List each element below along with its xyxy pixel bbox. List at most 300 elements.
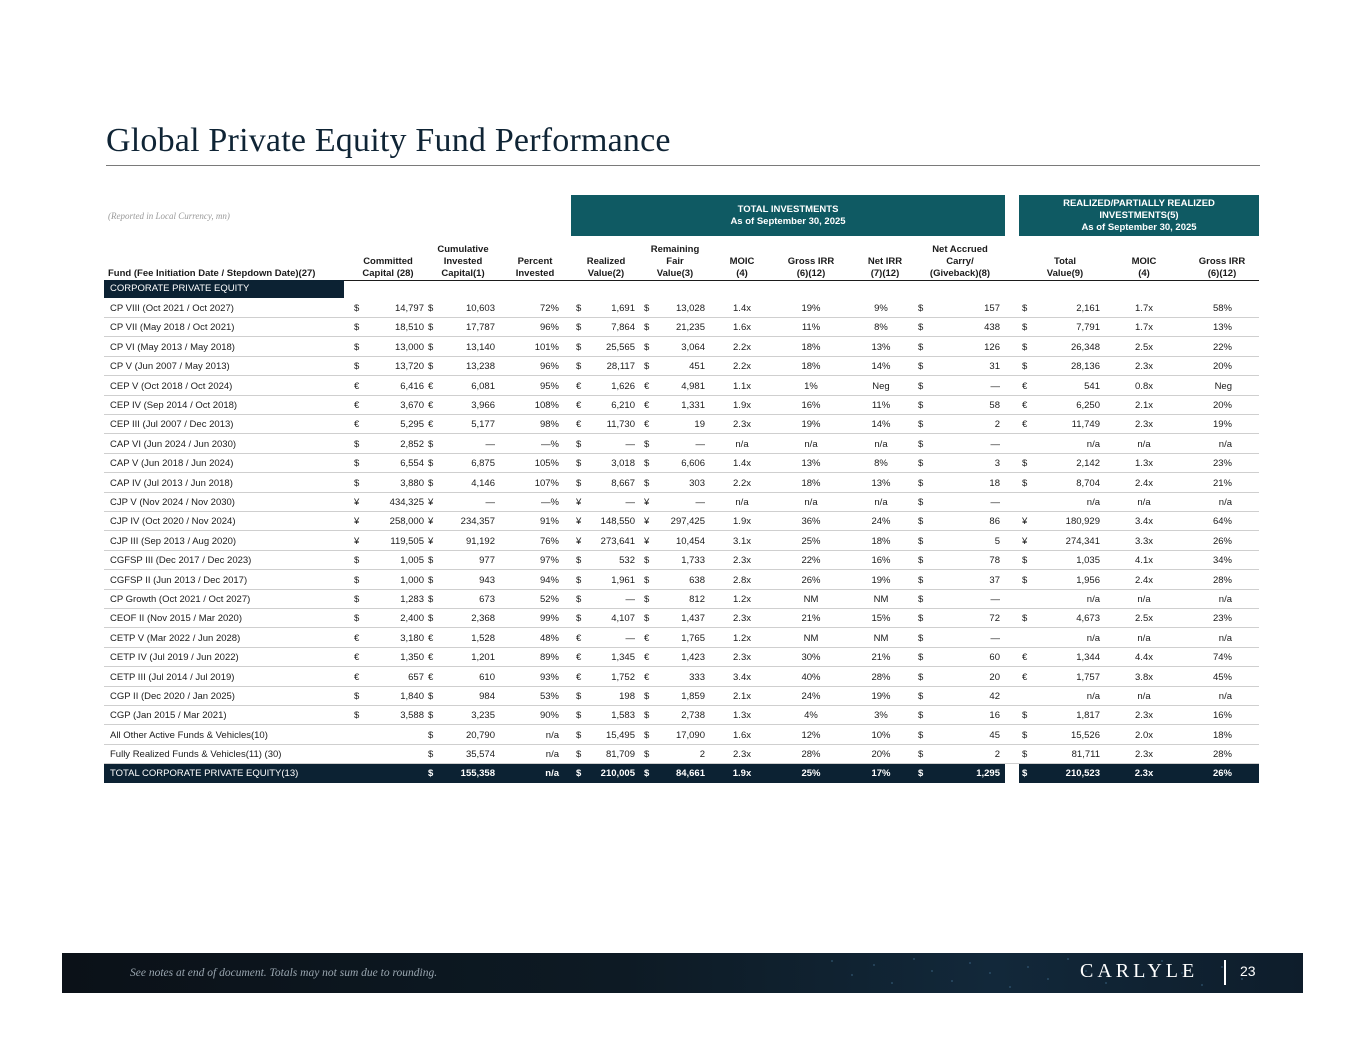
cell-net-accrued-carry: 42 [989,691,1000,702]
cell-realized-gross-irr: 21% [1212,477,1232,489]
cell-percent-invested: 89% [539,652,559,664]
table-row [104,668,1259,687]
cell-gross-irr: 16% [801,400,821,411]
cell-net-accrued-carry: 3 [994,458,1000,470]
cell-committed: 1,000 [400,574,424,586]
cell-net-irr: 11% [871,400,891,411]
cell-net-accrued-carry: — [990,632,1000,644]
cell-total-value: 274,341 [1065,535,1100,547]
cell-remaining-currency: $ [644,768,650,779]
cell-realized-gross-irr: 23% [1212,613,1232,625]
cell-total-value-currency: $ [1022,710,1028,722]
cell-total-value-currency: $ [1022,729,1028,741]
cell-net-accrued-carry: 18 [989,477,1000,489]
cell-realized-moic: 2.3x [1135,710,1153,722]
cell-fund-name: CEP V (Oct 2018 / Oct 2024) [110,380,233,392]
table-row [104,706,1259,725]
table-row [104,338,1259,357]
cell-moic: 2.3x [733,613,751,625]
cell-fund-name: CP Growth (Oct 2021 / Oct 2027) [110,594,251,605]
cell-remaining-fair-value: 4,981 [681,380,705,392]
cell-invested-currency: $ [428,458,434,470]
cell-realized-value: 198 [619,691,635,702]
cell-remaining-currency: $ [644,341,650,353]
title-divider [106,165,1260,166]
cell-carry-currency: $ [918,322,924,334]
cell-net-irr: 8% [874,322,888,334]
cell-total-value: 26,348 [1070,341,1100,353]
cell-remaining-fair-value: 17,090 [675,729,705,741]
cell-fund-name: CGP (Jan 2015 / Mar 2021) [110,710,227,722]
cell-carry-currency: $ [918,303,924,314]
cell-cumulative-invested: 6,875 [471,458,495,470]
cell-invested-currency: € [428,671,434,683]
cell-remaining-fair-value: 21,235 [675,322,705,334]
cell-realized-value: 210,005 [600,768,635,779]
footnote: See notes at end of document. Totals may not sum due to rounding. [130,967,438,979]
cell-realized-currency: $ [576,303,582,314]
cell-invested-currency: $ [428,729,434,741]
table-row [104,745,1259,764]
col-header-percent-invested: Percent Invested [515,256,555,279]
cell-remaining-fair-value: 13,028 [675,303,705,314]
cell-cumulative-invested: — [485,438,495,450]
cell-net-irr: 10% [871,729,891,741]
cell-invested-currency: $ [428,710,434,722]
cell-committed: 1,283 [400,594,424,605]
cell-remaining-fair-value: 1,859 [681,691,705,702]
cell-gross-irr: 11% [801,322,821,334]
cell-realized-value: 4,107 [611,613,635,625]
cell-total-value: 8,704 [1076,477,1100,489]
cell-remaining-currency: $ [644,574,650,586]
cell-net-irr: 14% [871,361,891,373]
cell-fund-name: CAP IV (Jul 2013 / Jun 2018) [110,477,233,489]
cell-net-irr: 9% [874,303,888,314]
cell-realized-moic: 2.4x [1135,477,1153,489]
cell-total-value: 1,035 [1076,555,1100,567]
cell-realized-value: 1,961 [611,574,635,586]
table-row [104,571,1259,590]
cell-carry-currency: $ [918,458,924,470]
cell-committed-currency: ¥ [354,516,360,528]
cell-net-accrued-carry: 60 [989,652,1000,664]
cell-realized-gross-irr: 74% [1212,652,1232,664]
table-row [104,590,1259,609]
col-header-net-irr: Net IRR (7)(12) [867,256,903,279]
cell-carry-currency: $ [918,574,924,586]
cell-realized-currency: $ [576,458,582,470]
cell-carry-currency: $ [918,438,924,450]
cell-invested-currency: $ [428,322,434,334]
cell-gross-irr: 24% [801,691,821,702]
cell-remaining-currency: $ [644,555,650,567]
cell-realized-currency: $ [576,322,582,334]
cell-realized-moic: n/a [1137,594,1151,605]
cell-total-value-currency [1022,629,1032,648]
cell-invested-currency: € [428,419,434,431]
cell-committed: 13,720 [394,361,424,373]
cell-remaining-currency: € [644,400,650,411]
cell-net-accrued-carry: 31 [989,361,1000,373]
footer-bar [62,953,1303,993]
table-row [104,512,1259,531]
cell-invested-currency: $ [428,594,434,605]
cell-fund-name: CEP III (Jul 2007 / Dec 2013) [110,419,234,431]
cell-carry-currency: $ [918,419,924,431]
table-row [104,454,1259,473]
cell-percent-invested: 93% [539,671,559,683]
col-header-realized-gross-irr: Gross IRR (6)(12) [1198,256,1246,279]
cell-realized-currency: $ [576,613,582,625]
cell-net-irr: 18% [871,535,891,547]
cell-realized-currency: $ [576,438,582,450]
cell-invested-currency: ¥ [428,535,434,547]
cell-total-value: 81,711 [1071,749,1100,761]
cell-realized-moic: 1.7x [1135,303,1153,314]
cell-net-accrued-carry: 37 [989,574,1000,586]
cell-moic: 2.3x [733,555,751,567]
cell-realized-gross-irr: 13% [1212,322,1232,334]
cell-realized-value: — [625,497,635,508]
cell-committed-currency: € [354,632,360,644]
cell-fund-name: CETP III (Jul 2014 / Jul 2019) [110,671,235,683]
cell-carry-currency: $ [918,341,924,353]
cell-committed: 3,588 [400,710,424,722]
cell-cumulative-invested: 3,235 [471,710,495,722]
page-title: Global Private Equity Fund Performance [106,122,671,159]
cell-realized-value: 1,691 [611,303,635,314]
cell-invested-currency: $ [428,691,434,702]
total-investments-date: As of September 30, 2025 [730,215,846,227]
cell-committed-currency: $ [354,555,360,567]
cell-percent-invested: 48% [539,632,559,644]
table-row [104,377,1259,396]
table-row [104,687,1259,706]
cell-realized-value: 3,018 [611,458,635,470]
cell-gross-irr: 1% [804,380,818,392]
cell-invested-currency: ¥ [428,497,434,508]
cell-remaining-fair-value: 333 [689,671,705,683]
cell-remaining-fair-value: 1,765 [681,632,705,644]
cell-realized-gross-irr: 23% [1212,458,1232,470]
cell-remaining-currency: $ [644,710,650,722]
cell-total-value-currency: € [1022,400,1028,411]
cell-invested-currency: $ [428,361,434,373]
table-row [104,435,1259,454]
cell-net-irr: n/a [874,438,888,450]
cell-gross-irr: 19% [801,303,821,314]
cell-total-value: 6,250 [1076,400,1100,411]
cell-realized-gross-irr: 20% [1212,361,1232,373]
cell-moic: 2.3x [733,419,751,431]
cell-percent-invested: 101% [534,341,559,353]
cell-gross-irr: 36% [801,516,821,528]
cell-realized-currency: ¥ [576,516,582,528]
cell-committed-currency: $ [354,710,360,722]
cell-realized-value: 1,752 [611,671,635,683]
cell-realized-currency: € [576,671,582,683]
cell-committed-currency: $ [354,438,360,450]
table-row [104,551,1259,570]
col-header-remaining-fair-value: Remaining Fair Value(3) [650,244,700,279]
cell-committed: 13,000 [394,341,424,353]
cell-realized-gross-irr: 45% [1212,671,1232,683]
cell-remaining-currency: $ [644,438,650,450]
cell-realized-value: 81,709 [605,749,635,761]
cell-committed: 3,880 [400,477,424,489]
cell-committed-currency: $ [354,322,360,334]
total-investments-header [571,195,1005,236]
cell-fund-name: CJP III (Sep 2013 / Aug 2020) [110,535,237,547]
cell-fund-name: All Other Active Funds & Vehicles(10) [110,729,268,741]
cell-remaining-fair-value: 2,738 [681,710,705,722]
cell-total-value: 541 [1084,380,1100,392]
cell-percent-invested: 95% [539,380,559,392]
cell-remaining-currency: ¥ [644,535,650,547]
cell-cumulative-invested: 17,787 [465,322,495,334]
cell-remaining-currency: $ [644,691,650,702]
cell-realized-moic: 2.5x [1135,613,1153,625]
cell-committed-currency: $ [354,477,360,489]
cell-carry-currency: $ [918,400,924,411]
cell-net-irr: NM [873,594,889,605]
cell-realized-moic: 2.3x [1135,419,1153,431]
cell-carry-currency: $ [918,710,924,722]
cell-realized-currency: $ [576,710,582,722]
cell-realized-gross-irr: 20% [1212,400,1232,411]
cell-gross-irr: 30% [801,652,821,664]
cell-net-accrued-carry: — [990,380,1000,392]
cell-realized-gross-irr: n/a [1218,691,1232,702]
cell-net-accrued-carry: 78 [989,555,1000,567]
cell-fund-name: CP VII (May 2018 / Oct 2021) [110,322,235,334]
cell-gross-irr: n/a [804,438,818,450]
cell-total-value-currency [1022,590,1032,609]
cell-committed: 14,797 [394,303,424,314]
cell-realized-currency: $ [576,361,582,373]
cell-remaining-currency: $ [644,749,650,761]
cell-percent-invested: 52% [539,594,559,605]
cell-cumulative-invested: 13,140 [465,341,495,353]
cell-committed: 1,350 [400,652,424,664]
cell-net-irr: NM [873,632,889,644]
table-row [104,318,1259,337]
cell-moic: 2.2x [733,341,751,353]
cell-gross-irr: 21% [801,613,821,625]
cell-net-irr: 28% [871,671,891,683]
cell-realized-gross-irr: 22% [1212,341,1232,353]
cell-percent-invested: 108% [534,400,559,411]
cell-moic: 1.6x [733,322,751,334]
cell-realized-moic: 4.1x [1135,555,1153,567]
cell-moic: 1.2x [733,594,751,605]
cell-net-accrued-carry: 126 [984,341,1000,353]
cell-percent-invested: 76% [539,535,559,547]
currency-note: (Reported in Local Currency, mn) [108,211,230,221]
cell-net-accrued-carry: 45 [989,729,1000,741]
table-row [104,726,1259,745]
cell-moic: 1.4x [733,458,751,470]
cell-remaining-currency: $ [644,361,650,373]
cell-committed-currency: € [354,400,360,411]
cell-committed-currency: € [354,652,360,664]
cell-total-value-currency: $ [1022,555,1028,567]
cell-committed: 6,416 [400,380,424,392]
cell-moic: 3.4x [733,671,751,683]
cell-realized-moic: 4.4x [1135,652,1153,664]
cell-carry-currency: $ [918,691,924,702]
cell-committed-currency: $ [354,458,360,470]
cell-realized-currency: € [576,400,582,411]
cell-committed: 434,325 [389,497,424,508]
cell-total-value: 11,749 [1071,419,1100,431]
cell-remaining-currency: € [644,671,650,683]
cell-realized-gross-irr: 16% [1212,710,1232,722]
cell-gross-irr: 18% [801,341,821,353]
cell-realized-gross-irr: n/a [1218,632,1232,644]
cell-cumulative-invested: 6,081 [471,380,495,392]
cell-total-value-currency: € [1022,419,1028,431]
cell-total-value-currency: $ [1022,749,1028,761]
cell-fund-name: CGFSP II (Jun 2013 / Dec 2017) [110,574,248,586]
cell-net-irr: 14% [871,419,891,431]
cell-total-value-currency: $ [1022,341,1028,353]
cell-net-accrued-carry: 5 [994,535,1000,547]
cell-remaining-fair-value: — [695,438,705,450]
cell-net-irr: 19% [871,574,891,586]
cell-moic: n/a [735,497,749,508]
cell-remaining-fair-value: 812 [689,594,705,605]
total-row [104,764,1259,783]
cell-realized-moic: 2.3x [1134,768,1154,779]
cell-gross-irr: 26% [801,574,821,586]
cell-remaining-fair-value: 3,064 [681,341,705,353]
cell-cumulative-invested: 13,238 [465,361,495,373]
cell-committed-currency: $ [354,574,360,586]
cell-moic: 2.2x [733,361,751,373]
col-header-net-accrued-carry: Net Accrued Carry/ (Giveback)(8) [929,244,991,279]
cell-net-irr: 13% [871,477,891,489]
cell-realized-gross-irr: n/a [1218,438,1232,450]
cell-percent-invested: n/a [545,768,559,779]
cell-invested-currency: $ [428,613,434,625]
cell-total-value: 180,929 [1065,516,1100,528]
cell-committed [362,745,424,764]
cell-fund-name: CEOF II (Nov 2015 / Mar 2020) [110,613,242,625]
cell-realized-currency: $ [576,574,582,586]
cell-invested-currency: $ [428,574,434,586]
cell-invested-currency: $ [428,438,434,450]
cell-remaining-currency: $ [644,477,650,489]
cell-net-accrued-carry: 72 [989,613,1000,625]
cell-percent-invested: n/a [545,749,559,761]
cell-cumulative-invested: — [485,497,495,508]
cell-percent-invested: 53% [539,691,559,702]
cell-percent-invested: 90% [539,710,559,722]
cell-total-value-currency: ¥ [1022,516,1028,528]
cell-fund-name: CP VI (May 2013 / May 2018) [110,341,235,353]
cell-total-value: n/a [1086,632,1100,644]
realized-investments-title-2: INVESTMENTS(5) [1099,209,1179,221]
cell-percent-invested: 94% [539,574,559,586]
cell-realized-gross-irr: 26% [1212,535,1232,547]
cell-gross-irr: 22% [801,555,821,567]
cell-realized-value: 15,495 [605,729,635,741]
cell-realized-value: 1,626 [611,380,635,392]
cell-remaining-fair-value: 1,423 [681,652,705,664]
cell-committed: 119,505 [390,535,424,547]
cell-cumulative-invested: 10,603 [465,303,495,314]
cell-cumulative-invested: 20,790 [465,729,495,741]
cell-remaining-fair-value: 2 [699,749,705,761]
cell-remaining-fair-value: — [695,497,705,508]
cell-carry-currency: $ [918,594,924,605]
cell-remaining-currency: ¥ [644,497,650,508]
cell-gross-irr: 12% [801,729,821,741]
cell-percent-invested: 96% [539,361,559,373]
cell-net-irr: 16% [871,555,891,567]
cell-moic: 1.3x [733,710,751,722]
cell-realized-moic: 2.3x [1135,361,1153,373]
cell-net-irr: Neg [872,380,890,392]
cell-moic: 1.2x [733,632,751,644]
cell-remaining-fair-value: 1,437 [681,613,705,625]
cell-moic: 1.9x [732,768,752,779]
cell-total-value: n/a [1086,594,1100,605]
cell-remaining-fair-value: 10,454 [675,535,705,547]
cell-net-accrued-carry: — [990,497,1000,508]
cell-invested-currency: $ [428,303,434,314]
cell-total-value: 1,344 [1076,652,1100,664]
cell-fund-name: CEP IV (Sep 2014 / Oct 2018) [110,400,238,411]
cell-gross-irr: 18% [801,361,821,373]
total-investments-title: TOTAL INVESTMENTS [737,203,839,215]
cell-fund-name: CJP V (Nov 2024 / Nov 2030) [110,497,235,508]
cell-remaining-currency: $ [644,594,650,605]
cell-cumulative-invested: 1,201 [471,652,495,664]
cell-total-value: n/a [1086,438,1100,450]
cell-total-value: 28,136 [1070,361,1100,373]
cell-realized-value: — [625,438,635,450]
cell-gross-irr: 18% [801,477,821,489]
cell-carry-currency: $ [918,652,924,664]
cell-fund-name: CP VIII (Oct 2021 / Oct 2027) [110,303,234,314]
col-header-cumulative-invested: Cumulative Invested Capital(1) [437,244,489,279]
cell-committed-currency: € [354,419,360,431]
cell-total-value: 2,142 [1076,458,1100,470]
cell-realized-gross-irr: n/a [1218,497,1232,508]
cell-realized-currency: $ [576,749,582,761]
cell-committed [362,726,424,745]
cell-invested-currency: € [428,400,434,411]
page-number: 23 [1240,963,1256,979]
cell-invested-currency: $ [428,477,434,489]
col-header-realized-moic: MOIC (4) [1131,256,1157,279]
cell-realized-moic: n/a [1137,691,1151,702]
cell-percent-invested: 105% [534,458,559,470]
cell-realized-currency: $ [576,768,582,779]
cell-moic: n/a [735,438,749,450]
cell-carry-currency: $ [918,768,924,779]
cell-carry-currency: $ [918,477,924,489]
cell-moic: 2.2x [733,477,751,489]
cell-remaining-currency: € [644,380,650,392]
cell-committed: 258,000 [389,516,424,528]
cell-carry-currency: $ [918,516,924,528]
cell-fund-name: CP V (Jun 2007 / May 2013) [110,361,230,373]
cell-remaining-currency: € [644,652,650,664]
